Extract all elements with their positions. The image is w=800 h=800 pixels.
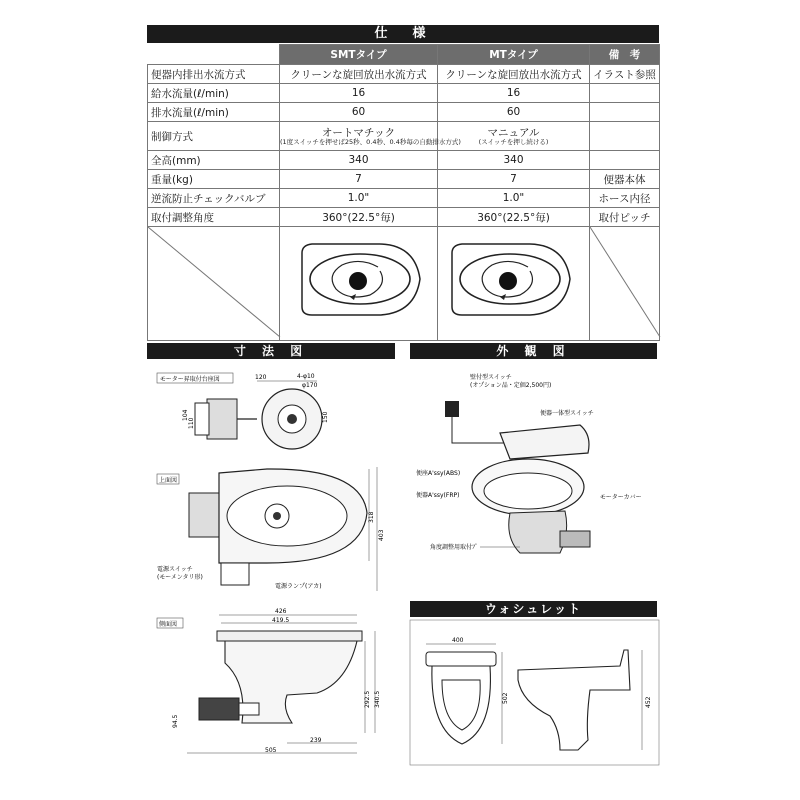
spec-header-note: 備 考 [590, 45, 660, 65]
spec-mt: 16 [438, 84, 590, 103]
spec-hatch-cell [590, 227, 660, 341]
side-view-label: 側面図 [159, 621, 178, 628]
spec-note [590, 84, 660, 103]
washlet-drawing [410, 620, 660, 780]
dim-3405: 340.5 [374, 690, 381, 708]
ext-title-bar [410, 343, 657, 359]
dims-title: 寸 法 図 [233, 344, 309, 358]
bowl-swirl-illustration [438, 227, 590, 337]
spec-row [148, 84, 660, 103]
spec-smt-cell [280, 122, 461, 151]
spec-header-blank [148, 45, 280, 65]
spec-row [148, 103, 660, 122]
spec-smt-sub: (1度スイッチを押せば25秒、0.4秒、0.4秒毎の自動排水方式) [280, 137, 461, 146]
dim-4195: 419.5 [272, 617, 290, 624]
spec-smt: 7 [280, 170, 438, 189]
spec-label: 便器内排出水流方式 [148, 65, 280, 84]
washlet-dim-400: 400 [452, 637, 464, 644]
spec-smt: 360°(22.5°毎) [280, 208, 438, 227]
spec-mt: 7 [438, 170, 590, 189]
spec-hatch-cell [148, 227, 280, 341]
spec-label: 全高(mm) [148, 151, 280, 170]
spec-smt: 60 [280, 103, 438, 122]
spec-header-mt: MTタイプ [438, 45, 590, 65]
spec-note [590, 103, 660, 122]
dimension-drawing [147, 363, 397, 763]
spec-mt-cell [438, 122, 590, 151]
top-view-label: 上面図 [159, 477, 178, 484]
spec-note: イラスト参照 [590, 65, 660, 84]
spec-label: 給水流量(ℓ/min) [148, 84, 280, 103]
wall-switch-label: 壁付型スイッチ [470, 374, 512, 381]
mt-bowl-illustration-cell [438, 227, 590, 341]
spec-mt-sub: (スイッチを押し続ける) [478, 137, 549, 146]
motor-base-label: モーター昇取付台座図 [160, 376, 220, 383]
spec-smt: 16 [280, 84, 438, 103]
ext-title: 外 観 図 [496, 344, 571, 358]
spec-smt: オートマチック [321, 126, 396, 139]
dim-4phi10: 4-φ10 [297, 373, 315, 380]
dim-phi170: φ170 [302, 382, 318, 389]
spec-mt: 1.0" [438, 189, 590, 208]
dims-title-bar [147, 343, 395, 359]
spec-header-smt: SMTタイプ [280, 45, 438, 65]
dim-403: 403 [378, 529, 385, 541]
dim-318: 318 [368, 511, 375, 523]
spec-note [590, 122, 660, 151]
spec-label: 取付調整角度 [148, 208, 280, 227]
bowl-swirl-illustration [280, 227, 438, 337]
spec-row [148, 65, 660, 84]
spec-row [148, 151, 660, 170]
seat-abs-label: 便座A'ssy(ABS) [416, 470, 461, 477]
power-lamp-label: 電源ランプ(アカ) [275, 583, 322, 590]
spec-mt: 340 [438, 151, 590, 170]
spec-label: 制御方式 [148, 122, 280, 151]
diagonal-hatch [590, 227, 660, 337]
motor-cover-label: モーターカバー [600, 494, 642, 501]
washlet-dim-452: 452 [645, 696, 652, 708]
wall-switch-sub: (オプション品・定価2,500円) [470, 382, 552, 389]
spec-label: 重量(kg) [148, 170, 280, 189]
dim-505: 505 [265, 747, 277, 754]
spec-mt: マニュアル [487, 126, 540, 139]
exterior-drawing [410, 363, 660, 578]
washlet-dim-502: 502 [502, 692, 509, 704]
smt-bowl-illustration-cell [280, 227, 438, 341]
spec-title-bar [147, 25, 659, 43]
spec-row [148, 122, 660, 151]
power-switch-sub: (モーメンタリ形) [157, 574, 203, 581]
spec-mt: クリーンな旋回放出水流方式 [438, 65, 590, 84]
spec-row [148, 208, 660, 227]
integrated-switch-label: 便器一体型スイッチ [540, 410, 594, 417]
spec-title: 仕 様 [374, 26, 432, 41]
power-switch-label: 電源スイッチ [157, 566, 193, 573]
spec-mt: 60 [438, 103, 590, 122]
dim-2925: 292.5 [364, 690, 371, 708]
spec-smt: 1.0" [280, 189, 438, 208]
spec-note: 取付ピッチ [590, 208, 660, 227]
spec-row [148, 170, 660, 189]
spec-note [590, 151, 660, 170]
spec-table [147, 44, 660, 341]
spec-mt: 360°(22.5°毎) [438, 208, 590, 227]
dim-945: 94.5 [172, 714, 179, 728]
spec-header-row [148, 45, 660, 65]
spec-note: 便器本体 [590, 170, 660, 189]
spec-note: ホース内径 [590, 189, 660, 208]
washlet-title-bar [410, 601, 657, 617]
spec-smt: 340 [280, 151, 438, 170]
diagonal-hatch [148, 227, 280, 337]
angle-fitting-label: 角度調整用取付ﾌﾟ [430, 544, 479, 551]
spec-illustration-row [148, 227, 660, 341]
spec-row [148, 189, 660, 208]
bowl-frp-label: 便器A'ssy(FRP) [416, 492, 460, 499]
dim-104: 104 [182, 409, 189, 421]
washlet-title: ウォシュレット [484, 602, 583, 616]
dim-120: 120 [255, 374, 267, 381]
dim-110: 110 [188, 417, 195, 429]
spec-label: 逆流防止チェックバルブ [148, 189, 280, 208]
dim-239: 239 [310, 737, 322, 744]
spec-label: 排水流量(ℓ/min) [148, 103, 280, 122]
dim-150: 150 [322, 411, 329, 423]
spec-smt: クリーンな旋回放出水流方式 [280, 65, 438, 84]
dim-426: 426 [275, 608, 287, 615]
